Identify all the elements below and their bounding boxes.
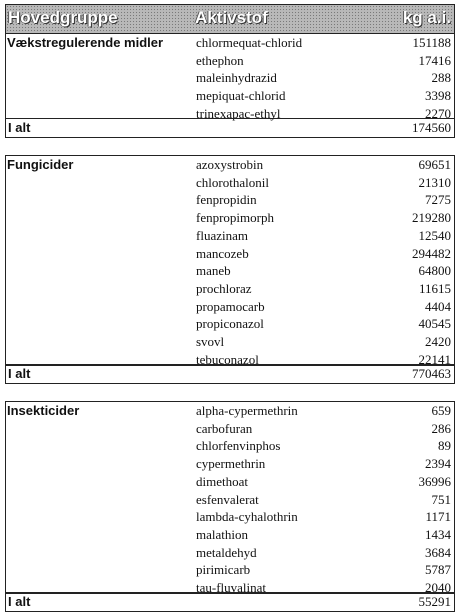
kg-value: 3684 [425, 544, 451, 560]
table-row [6, 69, 454, 87]
table-row [6, 262, 454, 280]
kg-value: 64800 [418, 263, 451, 279]
section-box [5, 155, 455, 366]
kg-value: 12540 [418, 227, 451, 243]
kg-value: 659 [431, 403, 451, 418]
active-substance: dimethoat [196, 473, 248, 489]
kg-value: 22141 [418, 351, 451, 367]
active-substance: propiconazol [196, 316, 264, 332]
active-substance: chlorothalonil [196, 174, 269, 190]
header-kg-ai: kg a.i. [402, 8, 451, 27]
active-substance: fenpropimorph [196, 210, 274, 226]
table-row [6, 473, 454, 491]
active-substance: tau-fluvalinat [196, 580, 267, 595]
kg-value: 21310 [418, 174, 451, 190]
active-substance: propamocarb [196, 298, 265, 314]
kg-value: 1171 [425, 509, 451, 525]
header-aktivstof: Aktivstof [195, 8, 268, 27]
table-row [6, 333, 454, 351]
table-row [6, 156, 454, 174]
active-substance: fluazinam [196, 227, 248, 243]
total-value: 770463 [412, 366, 451, 381]
kg-value: 17416 [418, 52, 451, 68]
table-row [6, 245, 454, 263]
table-row [6, 280, 454, 298]
kg-value: 219280 [412, 210, 451, 226]
kg-value: 294482 [412, 245, 451, 261]
table-row [6, 544, 454, 562]
kg-value: 89 [438, 438, 451, 454]
active-substance: carbofuran [196, 420, 253, 436]
active-substance: fenpropidin [196, 192, 257, 208]
total-row [5, 592, 455, 612]
active-substance: malathion [196, 526, 248, 542]
kg-value: 3398 [425, 88, 451, 104]
table-row [6, 420, 454, 438]
active-substance: ethephon [196, 52, 244, 68]
active-substance: svovl [196, 334, 225, 349]
kg-value: 2394 [425, 456, 451, 472]
total-value: 55291 [418, 594, 451, 609]
active-substance: prochloraz [196, 280, 252, 296]
kg-value: 1434 [425, 526, 451, 542]
kg-value: 151188 [412, 35, 451, 50]
kg-value: 36996 [418, 473, 451, 489]
table-row [6, 209, 454, 227]
kg-value: 2420 [425, 334, 451, 349]
kg-value: 40545 [418, 316, 451, 332]
total-row [5, 118, 455, 138]
total-label: I alt [8, 120, 31, 135]
table-row [6, 491, 454, 509]
table-row [6, 298, 454, 316]
table-row [6, 526, 454, 544]
kg-value: 2270 [425, 105, 451, 121]
total-row [5, 364, 455, 384]
table-row [6, 455, 454, 473]
kg-value: 2040 [425, 580, 451, 595]
kg-value: 5787 [425, 562, 451, 578]
active-substance: chlorfenvinphos [196, 438, 281, 454]
active-substance: metaldehyd [196, 544, 257, 560]
table-row [6, 52, 454, 70]
table-row [6, 227, 454, 245]
section-box [5, 401, 455, 594]
active-substance: trinexapac-ethyl [196, 105, 281, 121]
pesticide-table [5, 4, 455, 609]
table-row [6, 34, 454, 52]
table-row [6, 402, 454, 420]
active-substance: mancozeb [196, 245, 249, 261]
section-box [5, 34, 455, 119]
kg-value: 7275 [425, 192, 451, 208]
group-label: Fungicider [7, 157, 74, 172]
kg-value: 69651 [418, 157, 451, 172]
total-label: I alt [8, 594, 31, 609]
active-substance: tebuconazol [196, 351, 259, 367]
total-value: 174560 [412, 120, 451, 135]
active-substance: lambda-cyhalothrin [196, 509, 298, 525]
kg-value: 751 [431, 491, 451, 507]
active-substance: maleinhydrazid [196, 70, 277, 86]
table-row [6, 561, 454, 579]
table-row [6, 191, 454, 209]
active-substance: alpha-cypermethrin [196, 403, 298, 418]
active-substance: esfenvalerat [196, 491, 259, 507]
kg-value: 288 [431, 70, 451, 86]
kg-value: 286 [431, 420, 451, 436]
total-label: I alt [8, 366, 31, 381]
active-substance: mepiquat-chlorid [196, 88, 286, 104]
active-substance: chlormequat-chlorid [196, 35, 303, 50]
table-row [6, 174, 454, 192]
active-substance: azoxystrobin [196, 157, 264, 172]
table-row [6, 508, 454, 526]
active-substance: maneb [196, 263, 231, 279]
group-label: Insekticider [7, 403, 80, 418]
table-row [6, 87, 454, 105]
header-hovedgruppe: Hovedgruppe [8, 8, 118, 27]
kg-value: 4404 [425, 298, 451, 314]
kg-value: 11615 [418, 280, 451, 296]
active-substance: cypermethrin [196, 456, 266, 472]
group-label: Vækstregulerende midler [7, 35, 164, 50]
table-row [6, 437, 454, 455]
table-row [6, 315, 454, 333]
active-substance: pirimicarb [196, 562, 251, 578]
table-header [5, 4, 455, 34]
